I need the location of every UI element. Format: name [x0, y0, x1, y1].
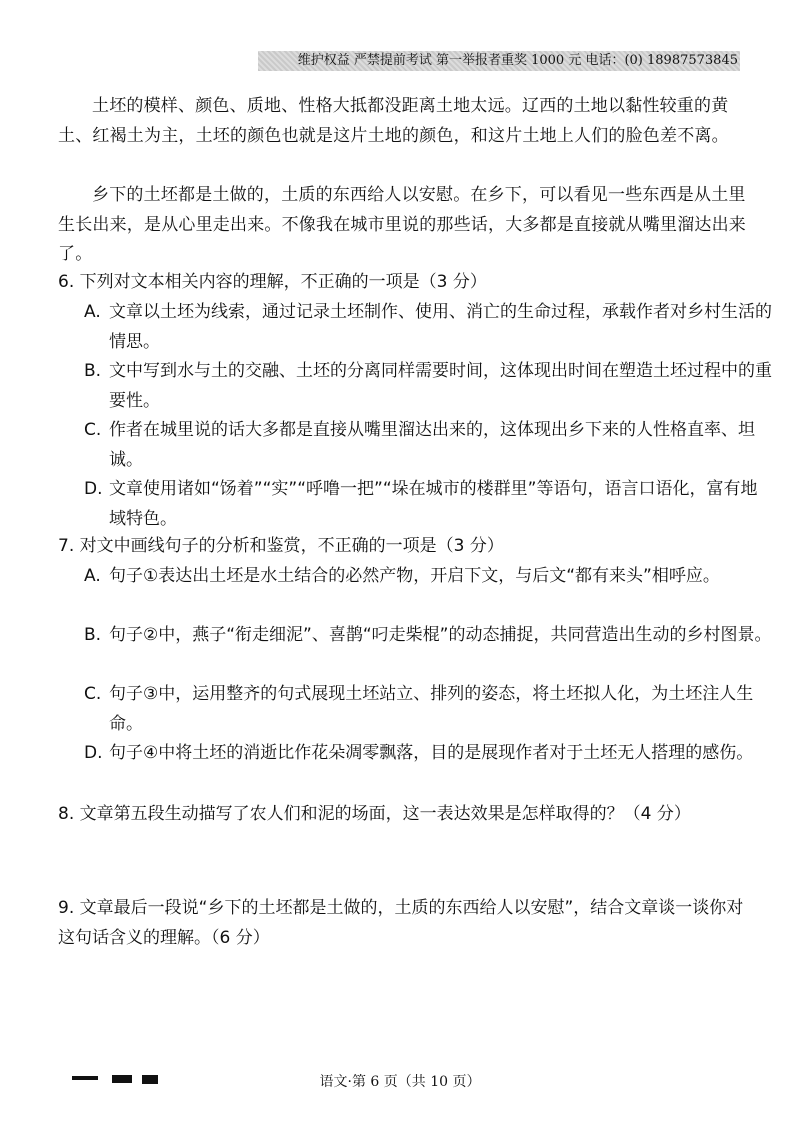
option-letter: B. — [84, 625, 102, 645]
option-text: 句子①表达出土坯是水土结合的必然产物，开启下文，与后文“都有来头”相呼应。 — [109, 566, 720, 586]
notice-text: 维护权益 严禁提前考试 第一举报者重奖 1000 元 电话：(0) 18987573845 — [297, 53, 738, 68]
question-stem: 对文中画线句子的分析和鉴赏，不正确的一项是（3 分） — [79, 536, 504, 556]
option-7d — [84, 739, 773, 769]
question-number: 7. — [58, 536, 75, 556]
option-7c — [84, 680, 773, 739]
option-7a — [84, 562, 773, 592]
question-number: 6. — [58, 272, 75, 292]
option-text: 文中写到水与土的交融、土坯的分离同样需要时间，这体现出时间在塑造土坯过程中的重要性。 — [109, 361, 772, 411]
question-7 — [58, 532, 748, 562]
question-8 — [58, 800, 748, 830]
option-6d — [84, 475, 773, 534]
option-letter: B. — [84, 361, 102, 381]
question-9 — [58, 894, 748, 953]
option-text: 句子④中将土坯的消逝比作花朵凋零飘落，目的是展现作者对于土坯无人搭理的感伤。 — [109, 743, 754, 763]
option-letter: C. — [84, 420, 102, 440]
option-letter: A. — [84, 302, 101, 322]
option-text: 作者在城里说的话大多都是直接从嘴里溜达出来的，这体现出乡下来的人性格直率、坦诚。 — [109, 420, 755, 470]
option-text: 文章使用诸如“饧着”“实”“呼噜一把”“垛在城市的楼群里”等语句，语言口语化，富有地域特色。 — [109, 479, 758, 529]
option-letter: A. — [84, 566, 101, 586]
question-stem: 下列对文本相关内容的理解，不正确的一项是（3 分） — [79, 272, 487, 292]
option-letter: C. — [84, 684, 102, 704]
question-stem: 文章最后一段说“乡下的土坯都是土做的，土质的东西给人以安慰”，结合文章谈一谈你对这句话含义的理解。（6 分） — [58, 898, 744, 948]
option-letter: D. — [84, 743, 103, 763]
option-6c — [84, 416, 773, 475]
option-text: 文章以土坯为线索，通过记录土坯制作、使用、消亡的生命过程，承载作者对乡村生活的情思。 — [109, 302, 772, 352]
question-number: 8. — [58, 804, 75, 824]
option-text: 句子③中，运用整齐的句式展现土坯站立、排列的姿态，将土坯拟人化，为土坯注人生命。 — [109, 684, 754, 734]
option-6a — [84, 298, 773, 357]
option-text: 句子②中，燕子“衔走细泥”、喜鹊“叼走柴棍”的动态捕捉，共同营造出生动的乡村图景。 — [109, 625, 772, 645]
option-7b — [84, 621, 773, 651]
question-stem: 文章第五段生动描写了农人们和泥的场面，这一表达效果是怎样取得的？（4 分） — [79, 804, 691, 824]
exam-security-notice — [258, 51, 740, 71]
question-6 — [58, 268, 748, 298]
passage-paragraph: 土坯的模样、颜色、质地、性格大抵都没距离土地太远。辽西的土地以黏性较重的黄土、红褐土为主，土坯的颜色也就是这片土地的颜色，和这片土地上人们的脸色差不离。 — [58, 96, 729, 146]
option-6b — [84, 357, 773, 416]
passage-paragraph: 乡下的土坯都是土做的，土质的东西给人以安慰。在乡下，可以看见一些东西是从土里生长出来，是从心里走出来。不像我在城市里说的那些话，大多都是直接就从嘴里溜达出来了。 — [58, 185, 746, 264]
question-number: 9. — [58, 898, 75, 918]
option-letter: D. — [84, 479, 103, 499]
page-number: 语文·第 6 页（共 10 页） — [319, 1074, 481, 1090]
